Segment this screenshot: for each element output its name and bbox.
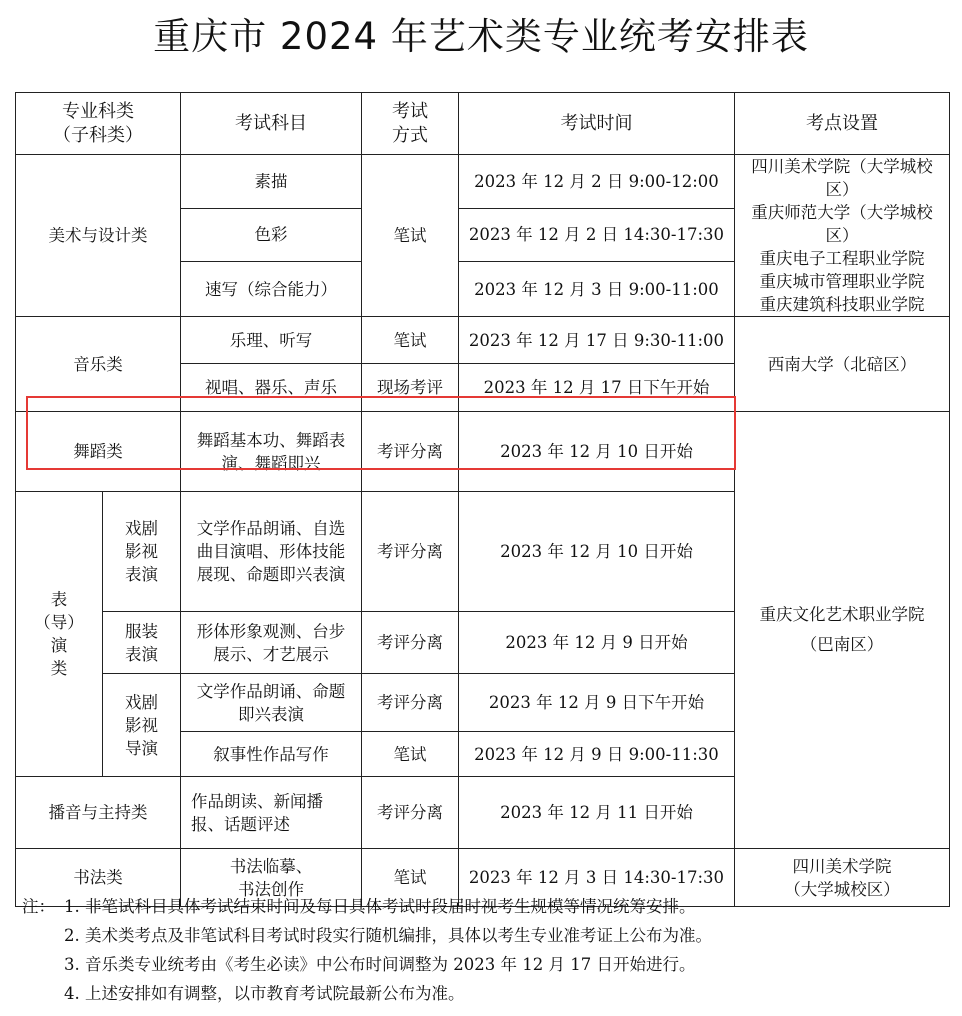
time-cell: 2023 年 12 月 10 日开始 [459,492,735,612]
method-cell: 笔试 [362,732,459,777]
notes-section [22,892,952,1008]
note-item: 3. 音乐类专业统考由《考生必读》中公布时间调整为 2023 年 12 月 17 日开始进行。 [64,955,696,974]
table-row [16,155,950,209]
header-method: 考试 方式 [362,93,459,155]
subject-cell: 素描 [181,155,362,209]
time-cell: 2023 年 12 月 17 日下午开始 [459,364,735,412]
subcategory-directing: 戏剧 影视 导演 [103,674,181,777]
method-cell: 考评分离 [362,674,459,732]
table-row-dance [16,412,950,492]
category-art: 美术与设计类 [16,155,181,317]
page-title: 重庆市 2024 年艺术类专业统考安排表 [153,15,809,58]
time-cell: 2023 年 12 月 3 日 14:30-17:30 [459,849,735,907]
method-cell: 笔试 [362,317,459,364]
method-cell: 笔试 [362,849,459,907]
subject-cell: 文学作品朗诵、自选 曲目演唱、形体技能 展现、命题即兴表演 [181,492,362,612]
time-cell: 2023 年 12 月 17 日 9:30-11:00 [459,317,735,364]
method-cell: 考评分离 [362,777,459,849]
category-performance: 表 （导） 演 类 [16,492,103,777]
header-subject: 考试科目 [181,93,362,155]
table-row [16,317,950,364]
method-cell: 笔试 [362,155,459,317]
time-cell: 2023 年 12 月 10 日开始 [459,412,735,492]
method-cell: 考评分离 [362,492,459,612]
category-calligraphy: 书法类 [16,849,181,907]
method-cell: 考评分离 [362,412,459,492]
category-broadcast: 播音与主持类 [16,777,181,849]
subcategory-costume: 服装 表演 [103,612,181,674]
category-dance: 舞蹈类 [16,412,181,492]
venue-performance: 重庆文化艺术职业学院 （巴南区） [735,412,950,849]
header-time: 考试时间 [459,93,735,155]
subject-cell: 速写（综合能力） [181,262,362,317]
subject-cell: 叙事性作品写作 [181,732,362,777]
note-item: 注： 1. 非笔试科目具体考试结束时间及每日具体考试时段届时视考生规模等情况统筹安排。 [22,892,952,921]
note-item: 2. 美术类考点及非笔试科目考试时段实行随机编排，具体以考生专业准考证上公布为准。 [64,926,712,945]
category-music: 音乐类 [16,317,181,412]
exam-schedule-table [15,92,950,907]
subject-cell: 舞蹈基本功、舞蹈表 演、舞蹈即兴 [181,412,362,492]
time-cell: 2023 年 12 月 9 日 9:00-11:30 [459,732,735,777]
subject-cell: 书法临摹、 书法创作 [181,849,362,907]
time-cell: 2023 年 12 月 9 日开始 [459,612,735,674]
header-venue: 考点设置 [735,93,950,155]
subject-cell: 文学作品朗诵、命题 即兴表演 [181,674,362,732]
subject-cell: 形体形象观测、台步 展示、才艺展示 [181,612,362,674]
subject-cell: 作品朗读、新闻播 报、话题评述 [181,777,362,849]
note-item: 4. 上述安排如有调整，以市教育考试院最新公布为准。 [64,984,465,1003]
subject-cell: 色彩 [181,208,362,262]
time-cell: 2023 年 12 月 9 日下午开始 [459,674,735,732]
subject-cell: 乐理、听写 [181,317,362,364]
venue-calligraphy: 四川美术学院 （大学城校区） [735,849,950,907]
header-row [16,93,950,155]
venue-art: 四川美术学院（大学城校区） 重庆师范大学（大学城校区） 重庆电子工程职业学院 重庆城市管理职业学院 重庆建筑科技职业学院 [735,155,950,317]
time-cell: 2023 年 12 月 2 日 14:30-17:30 [459,208,735,262]
time-cell: 2023 年 12 月 3 日 9:00-11:00 [459,262,735,317]
header-category: 专业科类 （子科类） [16,93,181,155]
method-cell: 考评分离 [362,612,459,674]
subject-cell: 视唱、器乐、声乐 [181,364,362,412]
subcategory-drama-acting: 戏剧 影视 表演 [103,492,181,612]
venue-music: 西南大学（北碚区） [735,317,950,412]
method-cell: 现场考评 [362,364,459,412]
notes-prefix: 注： [22,897,55,916]
time-cell: 2023 年 12 月 2 日 9:00-12:00 [459,155,735,209]
time-cell: 2023 年 12 月 11 日开始 [459,777,735,849]
